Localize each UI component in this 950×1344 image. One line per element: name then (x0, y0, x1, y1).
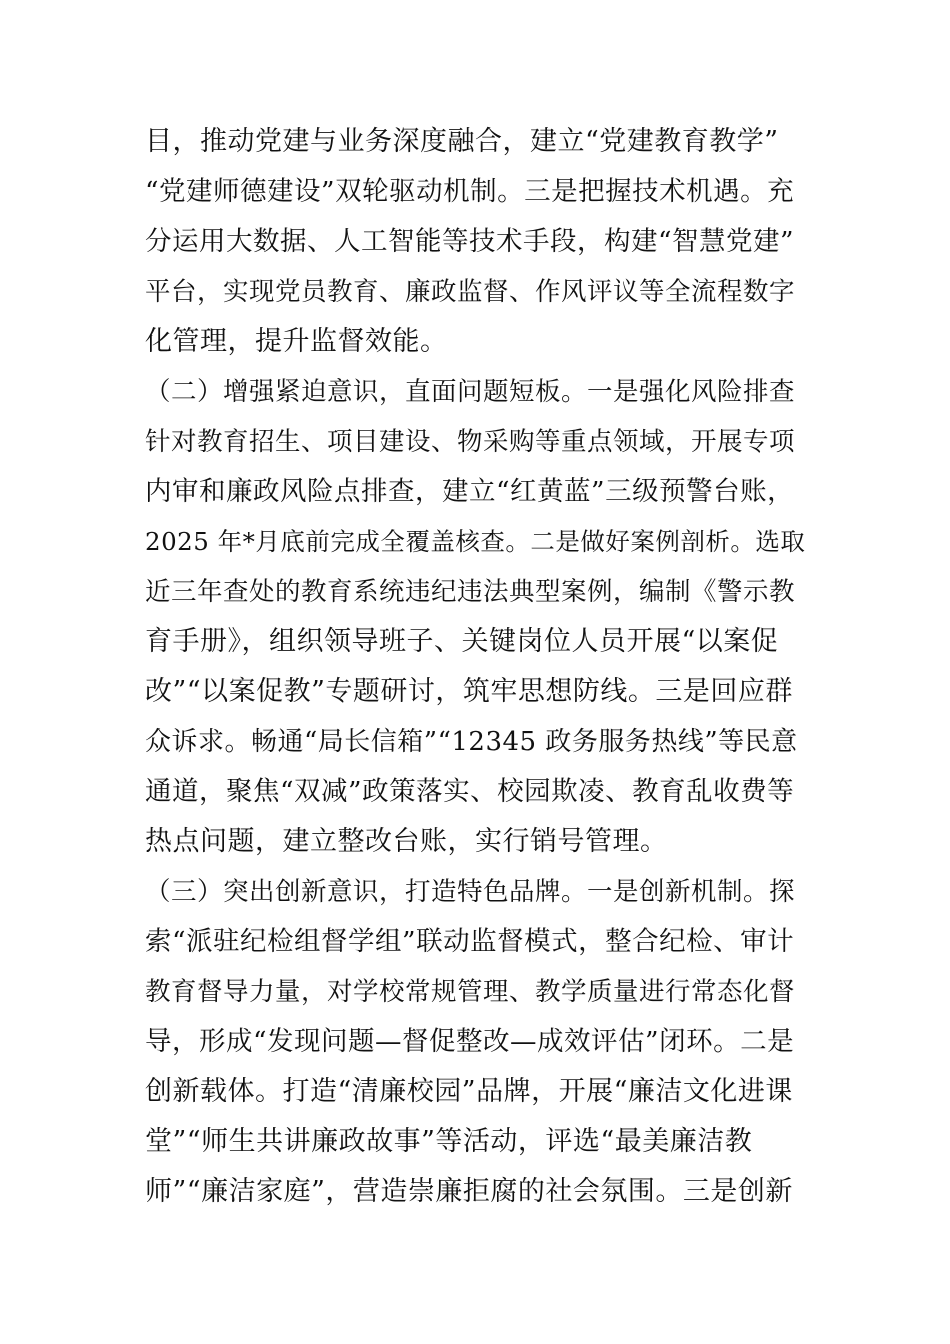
text-line: 平台，实现党员教育、廉政监督、作风评议等全流程数字 (145, 277, 796, 307)
section-heading-line: （二）增强紧迫意识，直面问题短板。一是强化风险排查 (145, 377, 796, 407)
text-line: 育手册》，组织领导班子、关键岗位人员开展“以案促 (145, 626, 779, 657)
text-line: “党建师德建设”双轮驱动机制。三是把握技术机遇。充 (145, 176, 795, 207)
text-line: 2025 年*月底前完成全覆盖核查。二是做好案例剖析。选取 (145, 527, 806, 556)
text-line: 化管理，提升监督效能。 (145, 326, 448, 357)
text-line: 改”“以案促教”专题研讨，筑牢思想防线。三是回应群 (145, 676, 793, 707)
text-line: 堂”“师生共讲廉政故事”等活动，评选“最美廉洁教 (145, 1126, 753, 1157)
text-line: 导，形成“发现问题—督促整改—成效评估”闭环。二是 (145, 1026, 795, 1057)
text-line: 通道，聚焦“双减”政策落实、校园欺凌、教育乱收费等 (145, 776, 795, 807)
text-line: 索“派驻纪检组督学组”联动监督模式，整合纪检、审计 (145, 926, 795, 957)
text-line: 教育督导力量，对学校常规管理、教学质量进行常态化督 (145, 977, 796, 1007)
text-line: 师”“廉洁家庭”，营造崇廉拒腐的社会氛围。三是创新 (145, 1176, 793, 1207)
text-line: 创新载体。打造“清廉校园”品牌，开展“廉洁文化进课 (145, 1076, 793, 1107)
text-line: 分运用大数据、人工智能等技术手段，构建“智慧党建” (145, 226, 795, 257)
text-line: 众诉求。畅通“局长信箱”“12345 政务服务热线”等民意 (145, 727, 798, 757)
text-line: 针对教育招生、项目建设、物采购等重点领域，开展专项 (145, 427, 796, 457)
text-line: 目，推动党建与业务深度融合，建立“党建教育教学” (145, 126, 779, 157)
text-line: 内审和廉政风险点排查，建立“红黄蓝”三级预警台账， (145, 476, 795, 507)
text-line: 近三年查处的教育系统违纪违法典型案例，编制《警示教 (145, 577, 796, 607)
section-heading-line: （三）突出创新意识，打造特色品牌。一是创新机制。探 (145, 877, 796, 907)
text-line: 热点问题，建立整改台账，实行销号管理。 (145, 826, 668, 857)
